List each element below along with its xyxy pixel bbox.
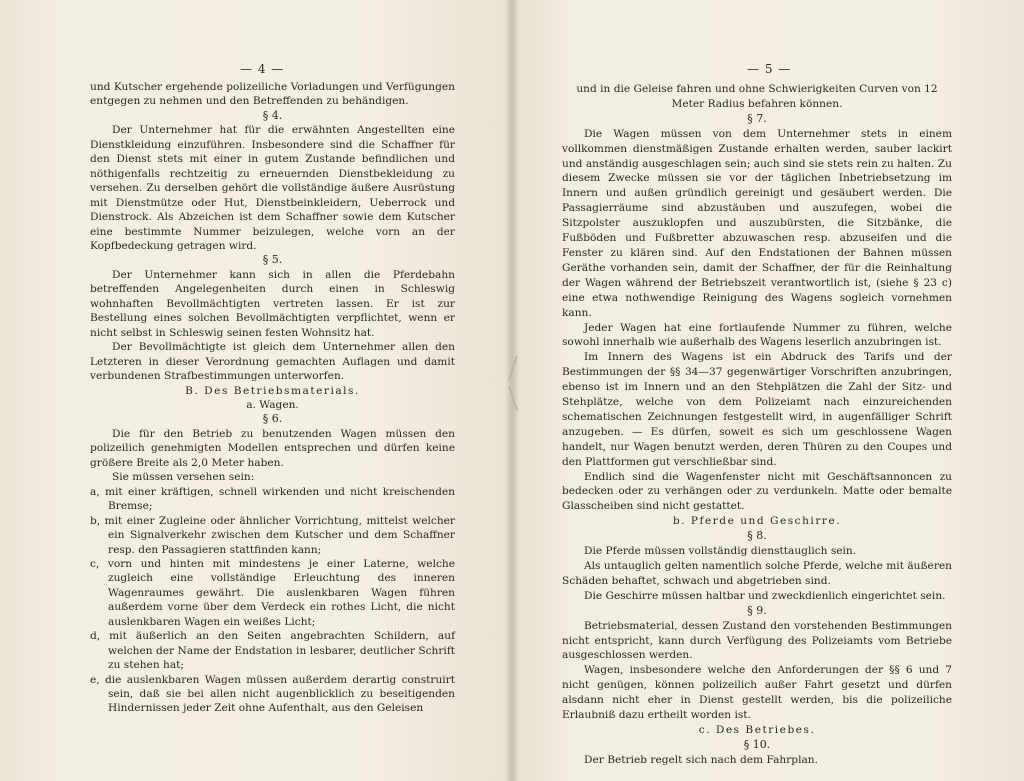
subheading: und in die Geleise fahren und ohne Schwierigkeiten Curven von 12 Meter Radius befahren können. [576, 83, 938, 110]
right-page [512, 0, 1024, 781]
section-heading: § 7. [747, 111, 767, 125]
page-number: — 5 — [747, 62, 792, 76]
list-item: b, mit einer Zugleine oder ähnlicher Vorrichtung, mittelst welcher ein Signalverkehr zwischen dem Kutscher und dem Schaffner resp. den Passagieren stattfinden kann; [90, 514, 455, 556]
section-heading: § 5. [262, 253, 283, 267]
paragraph: Der Betrieb regelt sich nach dem Fahrplan. [584, 753, 818, 766]
section-heading: § 10. [743, 737, 771, 751]
chapter-heading: b. Pferde und Geschirre. [672, 515, 842, 528]
list-item: d, mit äußerlich an den Seiten angebrachten Schildern, auf welchen der Name der Endstation in lesbarer, deutlicher Schrift zu stehen hat; [90, 630, 455, 672]
chapter-heading: B. Des Betriebsmaterials. [185, 384, 360, 397]
page-text [562, 82, 952, 768]
paragraph: Die Pferde müssen vollständig diensttauglich sein. [584, 545, 857, 558]
list-item: e, die auslenkbaren Wagen müssen außerdem derartig construirt sein, daß sie bei allen nicht augenblicklich zu beseitigenden Hindernissen jeder Zeit ohne Aufenthalt, aus den Geleisen [90, 673, 455, 715]
paragraph: Der Unternehmer kann sich in allen die Pferdebahn betreffenden Angelegenheiten durch einen in Schleswig wohnhaften Bevollmächtigten vertreten lassen. Er ist zur Bestellung eines solchen Bevollmächtigten verpflichtet, wenn er nicht selbst in Schleswig seinen festen Wohnsitz hat. [90, 268, 455, 339]
section-heading: § 9. [747, 603, 767, 617]
chapter-heading: c. Des Betriebes. [698, 723, 816, 736]
section-heading: § 6. [262, 412, 283, 426]
paragraph: Betriebsmaterial, dessen Zustand den vorstehenden Bestimmungen nicht entspricht, kann durch Verfügung des Polizeiamts vom Betriebe ausgeschlossen werden. [562, 619, 952, 662]
list-item: c, vorn und hinten mit mindestens je einer Laterne, welche zugleich eine vollständige Erleuchtung des inneren Wagenraumes gewährt. Die auslenkbaren Wagen führen außerdem vorne über dem Verdeck ein rothes Licht, die nicht auslenkbaren Wagen ein weißes Licht; [90, 557, 455, 628]
section-heading: § 4. [262, 108, 283, 122]
paragraph: Die für den Betrieb zu benutzenden Wagen müssen den polizeilich genehmigten Modellen entsprechen und dürfen keine größere Breite als 2,0 Meter haben. [90, 427, 455, 469]
paragraph: Endlich sind die Wagenfenster nicht mit Geschäftsannoncen zu bedecken oder zu verhängen oder zu verdunkeln. Matte oder bemalte Glasscheiben sind nicht gestattet. [562, 470, 952, 513]
binding-thread [509, 355, 517, 415]
paragraph: Im Innern des Wagens ist ein Abdruck des Tarifs und der Bestimmungen der §§ 34—37 gegenwärtiger Vorschriften anzubringen, ebenso ist im Innern und an den Stehplätzen die Zahl der Sitz- und Stehplätze, welche von dem Polizeiamt nach einzureichenden schematischen Zeichnungen festgestellt wird, in augenfälliger Schrift anzugeben. — Es dürfen, soweit es sich um geschlossene Wagen handelt, nur Wagen benutzt werden, deren Thüren zu den Coupes und den Plattformen gut verschließbar sind. [562, 351, 952, 468]
paragraph: Als untauglich gelten namentlich solche Pferde, welche mit äußeren Schäden behaftet, schwach und abgetrieben sind. [562, 560, 952, 587]
list-item: a, mit einer kräftigen, schnell wirkenden und nicht kreischenden Bremse; [90, 485, 455, 513]
paragraph: und Kutscher ergehende polizeiliche Vorladungen und Verfügungen entgegen zu nehmen und den Betreffenden zu behändigen. [90, 81, 455, 108]
paragraph: Die Wagen müssen von dem Unternehmer stets in einem vollkommen dienstmäßigen Zustande erhalten werden, sauber lackirt und anständig ausgeschlagen sein; auch sind sie stets rein zu halten. Zu diesem Zwecke müssen sie vor der täglichen Inbetriebsetzung im Innern und außen gründlich gereinigt und gesäubert werden. Die Passagierräume sind abzustäuben und auszufegen, wobei die Sitzpolster auszuklopfen und auszubürsten, die Sitzbänke, die Fußböden und Fußbretter abzuwaschen resp. abzuseifen und die Fenster zu klären sind. Auf den Endstationen der Bahnen müssen Geräthe vorhanden sein, damit der Schaffner, der für die Reinhaltung der Wagen während der Betriebszeit verantwortlich ist, (siehe § 23 c) eine etwa nothwendige Reinigung des Wagens sogleich vornehmen kann. [562, 127, 952, 319]
section-heading: § 8. [747, 529, 767, 543]
page-text [90, 80, 455, 716]
paragraph: Wagen, insbesondere welche den Anforderungen der §§ 6 und 7 nicht genügen, können polizeilich außer Fahrt gesetzt und dürfen alsdann nicht eher in Dienst gestellt werden, bis die polizeiliche Erlaubniß dazu ertheilt worden ist. [562, 664, 952, 722]
subheading: a. Wagen. [246, 398, 299, 411]
paragraph: Der Unternehmer hat für die erwähnten Angestellten eine Dienstkleidung einzuführen. Insbesondere sind die Schaffner für den Dienst stets mit einer in gutem Zustande befindlichen und nöthigenfalls rechtzeitig zu erneuernden Dienstbekleidung zu versehen. Zu derselben gehört die vollständige äußere Ausrüstung mit Dienstmütze oder Hut, Dienstbeinkleidern, Ueberrock und Dienstrock. Als Abzeichen ist dem Schaffner sowie dem Kutscher eine bestimmte Nummer beizulegen, welche vorn an der Kopfbedeckung getragen wird. [90, 124, 455, 252]
page-number: — 4 — [240, 62, 285, 76]
paragraph: Jeder Wagen hat eine fortlaufende Nummer zu führen, welche sowohl innerhalb wie außerhalb des Wagens leserlich anzubringen ist. [562, 321, 952, 349]
paragraph: Der Bevollmächtigte ist gleich dem Unternehmer allen den Letzteren in dieser Verordnung gemachten Auflagen und damit verbundenen Strafbestimmungen unterworfen. [90, 341, 455, 383]
paragraph: Sie müssen versehen sein: [112, 471, 255, 484]
paragraph: Die Geschirre müssen haltbar und zweckdienlich eingerichtet sein. [584, 589, 946, 602]
